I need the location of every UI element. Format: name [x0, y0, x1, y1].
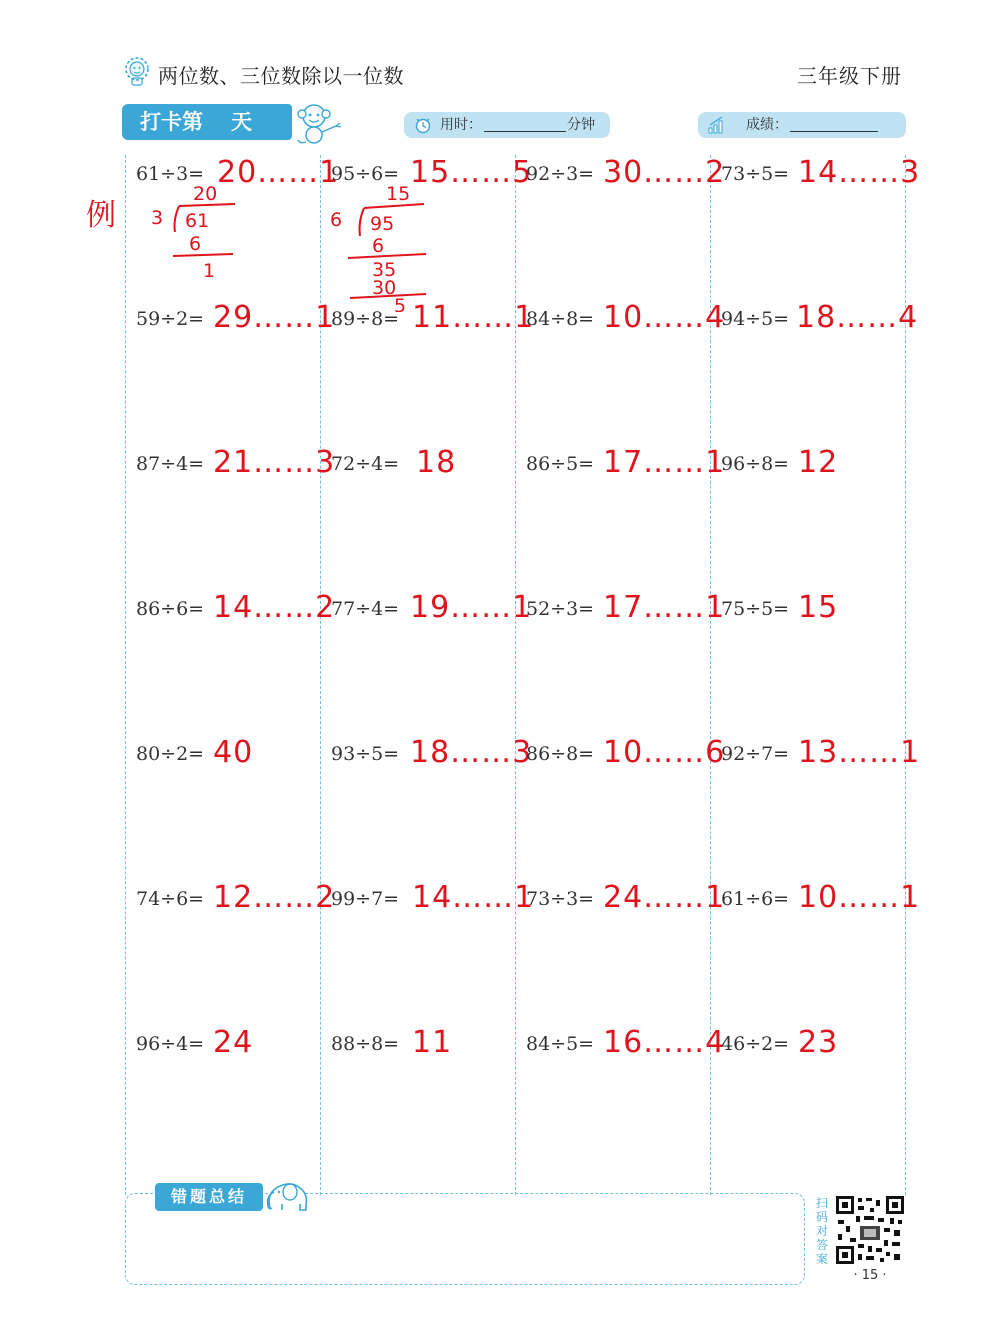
- problem-expression: 73÷5=: [721, 163, 790, 185]
- problem-answer: 10……1: [798, 880, 921, 915]
- problem-answer: 12: [798, 445, 839, 480]
- problem-answer: 40: [213, 735, 254, 770]
- problem-cell: [320, 880, 535, 1025]
- problem-answer: 10……4: [603, 300, 726, 335]
- page-header: [122, 56, 902, 92]
- ld1-divisor: 3: [151, 207, 164, 229]
- problem-answer: 14……2: [213, 590, 336, 625]
- problem-answer: 10……6: [603, 735, 726, 770]
- problem-expression: 59÷2=: [136, 308, 205, 330]
- bar-chart-icon: [708, 116, 726, 134]
- problem-cell: [515, 1025, 726, 1170]
- problem-expression: 86÷8=: [526, 743, 595, 765]
- problem-answer: 29……1: [213, 300, 336, 335]
- score-blank[interactable]: [790, 131, 878, 132]
- long-division-61-3: [145, 182, 245, 282]
- time-label: 用时：: [440, 117, 482, 133]
- problem-answer: 18……4: [796, 300, 919, 335]
- ld2-dividend: 95: [370, 213, 395, 235]
- problem-answer: 13……1: [798, 735, 921, 770]
- problem-cell: [710, 445, 905, 590]
- problem-cell: [515, 300, 726, 445]
- ld2-sub2: 30: [372, 277, 397, 299]
- score-field: [698, 112, 906, 138]
- example-mark: 例: [86, 198, 116, 233]
- problem-expression: 46÷2=: [721, 1033, 790, 1055]
- problem-expression: 74÷6=: [136, 888, 205, 910]
- problem-cell: [320, 590, 533, 735]
- problem-cell: [515, 590, 726, 735]
- problem-cell: [125, 445, 336, 590]
- ld2-divisor: 6: [330, 209, 343, 231]
- problem-expression: 72÷4=: [331, 453, 400, 475]
- problem-expression: 52÷3=: [526, 598, 595, 620]
- problem-expression: 94÷5=: [721, 308, 790, 330]
- ld2-quotient: 15: [386, 183, 411, 205]
- problem-cell: [710, 1025, 905, 1170]
- checkin-left-text: 打卡第: [140, 110, 203, 134]
- monkey-icon: [292, 102, 348, 146]
- problem-answer: 11: [412, 1025, 453, 1060]
- checkin-right-text: 天: [231, 110, 252, 134]
- ld1-dividend: 61: [185, 210, 210, 232]
- time-blank[interactable]: [484, 131, 566, 132]
- mistakes-summary-title: 错题总结: [155, 1183, 263, 1211]
- problem-expression: 84÷5=: [526, 1033, 595, 1055]
- problem-answer: 20……1: [217, 155, 340, 190]
- problem-expression: 86÷6=: [136, 598, 205, 620]
- problem-answer: 23: [798, 1025, 839, 1060]
- problem-expression: 86÷5=: [526, 453, 595, 475]
- score-label: 成绩：: [746, 117, 788, 133]
- problem-expression: 96÷4=: [136, 1033, 205, 1055]
- problem-answer: 12……2: [213, 880, 336, 915]
- problem-answer: 24: [213, 1025, 254, 1060]
- problem-answer: 17……1: [603, 445, 726, 480]
- problem-expression: 75÷5=: [721, 598, 790, 620]
- top-bar: [122, 102, 907, 148]
- page-title: 两位数、三位数除以一位数: [158, 64, 404, 88]
- qr-caption: 扫码对答案: [816, 1196, 829, 1266]
- problem-expression: 99÷7=: [331, 888, 400, 910]
- problem-cell: [125, 590, 336, 735]
- problem-cell: [125, 880, 336, 1025]
- problem-answer: 15……5: [410, 155, 533, 190]
- problem-expression: 88÷8=: [331, 1033, 400, 1055]
- problem-cell: [125, 735, 320, 880]
- ld2-remainder: 5: [394, 295, 407, 312]
- problem-expression: 84÷8=: [526, 308, 595, 330]
- problem-answer: 24……1: [603, 880, 726, 915]
- problem-expression: 95÷6=: [331, 163, 400, 185]
- problem-cell: [710, 880, 921, 1025]
- problem-expression: 92÷3=: [526, 163, 595, 185]
- problem-answer: 11……1: [412, 300, 535, 335]
- alarm-clock-icon: [414, 116, 432, 134]
- problem-expression: 61÷3=: [136, 163, 205, 185]
- problem-cell: [710, 300, 919, 445]
- problem-expression: 80÷2=: [136, 743, 205, 765]
- problem-answer: 17……1: [603, 590, 726, 625]
- problem-cell: [515, 880, 726, 1025]
- problem-cell: [515, 445, 726, 590]
- long-division-95-6: [326, 182, 436, 312]
- page-number: · 15 ·: [853, 1268, 887, 1283]
- problem-answer: 19……1: [410, 590, 533, 625]
- lion-icon: [122, 56, 152, 86]
- problem-cell: [125, 300, 336, 445]
- problem-expression: 92÷7=: [721, 743, 790, 765]
- problem-answer: 14……1: [412, 880, 535, 915]
- problem-answer: 16……4: [603, 1025, 726, 1060]
- problem-expression: 61÷6=: [721, 888, 790, 910]
- problem-expression: 89÷8=: [331, 308, 400, 330]
- checkin-label: [122, 104, 292, 140]
- problem-cell: [710, 735, 921, 880]
- problem-expression: 93÷5=: [331, 743, 400, 765]
- problem-answer: 18……3: [410, 735, 533, 770]
- time-unit: 分钟: [567, 117, 595, 133]
- problem-answer: 18: [416, 445, 457, 480]
- ld1-remainder: 1: [203, 260, 216, 282]
- ld1-quotient: 20: [193, 183, 218, 205]
- problem-expression: 87÷4=: [136, 453, 205, 475]
- problem-cell: [320, 1025, 515, 1170]
- problem-expression: 73÷3=: [526, 888, 595, 910]
- problem-answer: 15: [798, 590, 839, 625]
- problem-cell: [710, 590, 905, 735]
- problem-cell: [515, 735, 726, 880]
- problem-expression: 96÷8=: [721, 453, 790, 475]
- problem-answer: 14……3: [798, 155, 921, 190]
- ld1-sub: 6: [189, 233, 202, 255]
- problem-expression: 77÷4=: [331, 598, 400, 620]
- problem-cell: [320, 300, 535, 445]
- problem-answer: 21……3: [213, 445, 336, 480]
- problem-answer: 30……2: [603, 155, 726, 190]
- ld2-middle: 35: [372, 259, 397, 281]
- time-field: [404, 112, 610, 138]
- problem-cell: [125, 1025, 320, 1170]
- grade-label: 三年级下册: [797, 64, 902, 88]
- problem-cell: [515, 155, 726, 300]
- qr-code[interactable]: [836, 1196, 904, 1264]
- problem-cell: [320, 445, 515, 590]
- problem-cell: [710, 155, 921, 300]
- ld2-sub1: 6: [372, 235, 385, 257]
- problem-grid: [125, 155, 921, 1195]
- elephant-icon: [262, 1178, 314, 1214]
- problem-cell: [320, 735, 533, 880]
